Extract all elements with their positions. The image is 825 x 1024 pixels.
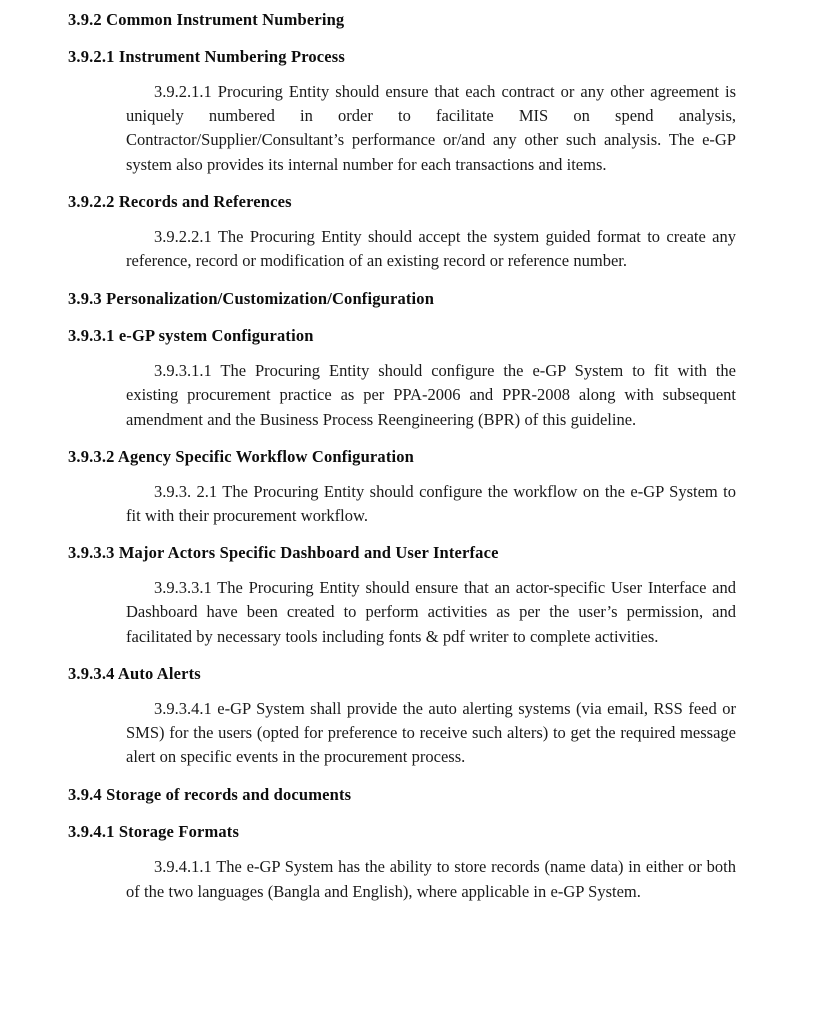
heading-3-9-3-4: 3.9.3.4 Auto Alerts — [68, 663, 201, 683]
heading-3-9-3-3: 3.9.3.3 Major Actors Specific Dashboard and User Interface — [68, 543, 499, 563]
document-body — [68, 8, 736, 904]
heading-3-9-2-2: 3.9.2.2 Records and References — [68, 191, 292, 211]
heading-3-9-2: 3.9.2 Common Instrument Numbering — [68, 10, 345, 29]
heading-3-9-3: 3.9.3 Personalization/Customization/Configuration — [68, 289, 435, 309]
heading-3-9-4: 3.9.4 Storage of records and documents — [68, 785, 352, 805]
heading-3-9-3-2: 3.9.3.2 Agency Specific Workflow Configuration — [68, 446, 414, 466]
paragraph-3-9-3-2-1: 3.9.3. 2.1 The Procuring Entity should configure the workflow on the e-GP System to fit with their procurement workflow. — [126, 481, 736, 526]
paragraph-3-9-3-1-1: 3.9.3.1.1 The Procuring Entity should configure the e-GP System to fit with the existing procurement practice as per PPA-2006 and PPR-2008 along with subsequent amendment and the Business Process Reengineering (BPR) of this guideline. — [126, 361, 736, 429]
paragraph-3-9-3-3-1: 3.9.3.3.1 The Procuring Entity should ensure that an actor-specific User Interface and Dashboard have been created to perform activities as per the user’s permission, and facilitated by necessary tools including fonts & pdf writer to complete activities. — [126, 578, 736, 646]
heading-3-9-3-1: 3.9.3.1 e-GP system Configuration — [68, 326, 314, 346]
heading-3-9-4-1: 3.9.4.1 Storage Formats — [68, 822, 240, 842]
paragraph-3-9-2-1-1: 3.9.2.1.1 Procuring Entity should ensure that each contract or any other agreement is uniquely numbered in order to facilitate MIS on spend analysis, Contractor/Supplier/Consultant’s performance or/and any other such analysis. The e-GP system also provides its internal number for each transactions and items. — [126, 82, 736, 174]
heading-3-9-2-1: 3.9.2.1 Instrument Numbering Process — [68, 47, 345, 66]
paragraph-3-9-2-2-1: 3.9.2.2.1 The Procuring Entity should accept the system guided format to create any reference, record or modification of an existing record or reference number. — [126, 226, 736, 271]
paragraph-3-9-4-1-1: 3.9.4.1.1 The e-GP System has the ability to store records (name data) in either or both of the two languages (Bangla and English), where applicable in e-GP System. — [126, 857, 736, 901]
paragraph-3-9-3-4-1: 3.9.3.4.1 e-GP System shall provide the auto alerting systems (via email, RSS feed or SMS) for the users (opted for preference to receive such alters) to get the required message alert on specific events in the procurement process. — [126, 698, 736, 767]
